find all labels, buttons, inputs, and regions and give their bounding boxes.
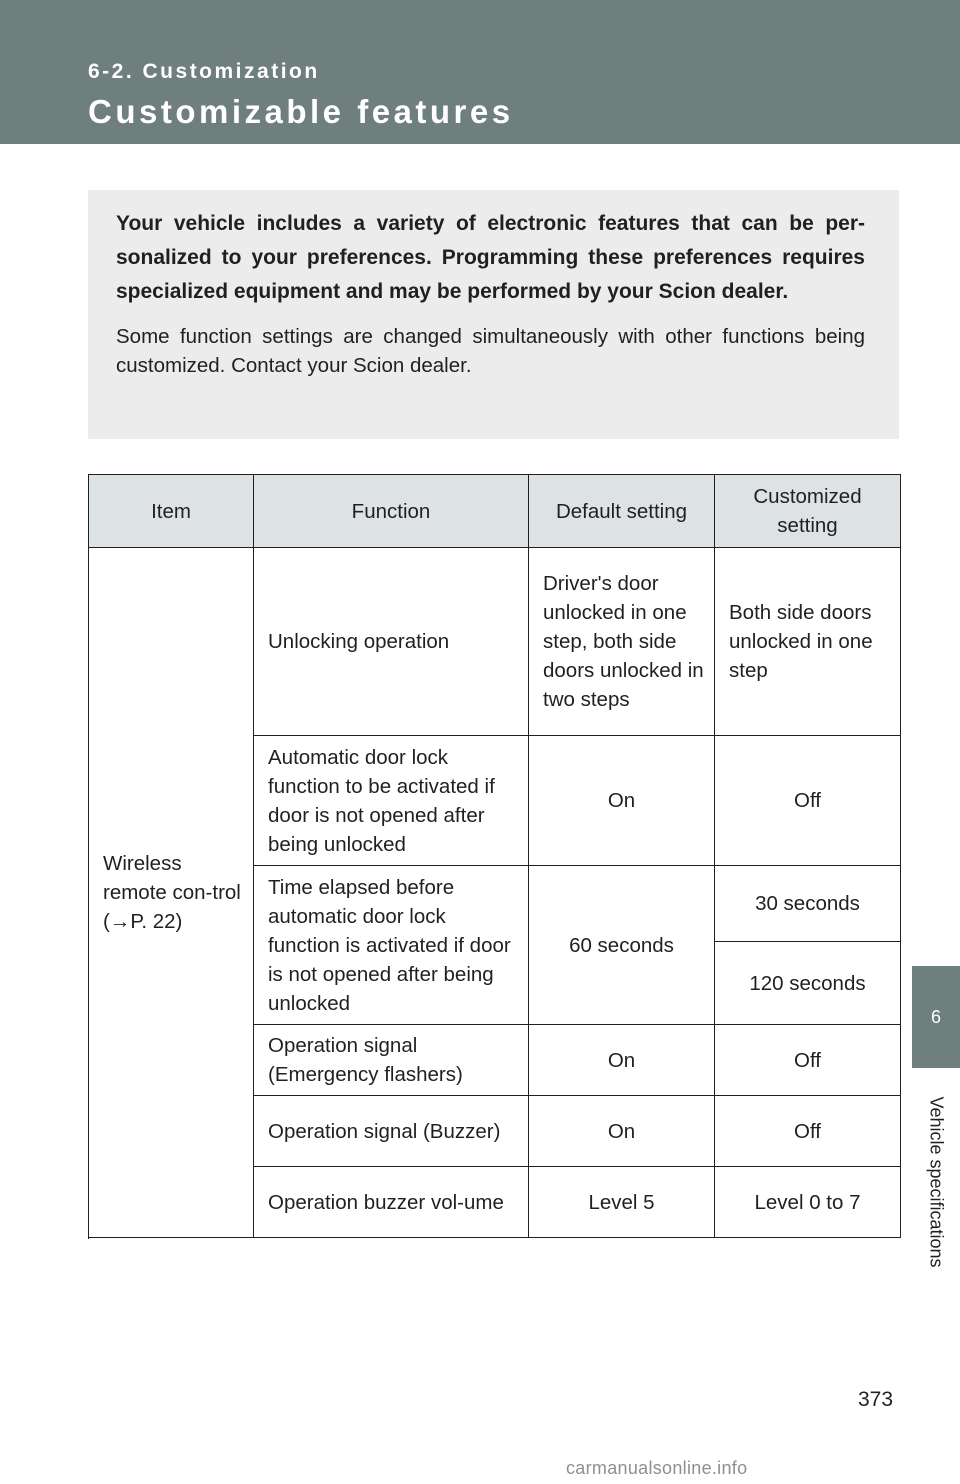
function-cell: Operation buzzer vol-ume	[254, 1167, 529, 1238]
default-cell: Driver's door unlocked in one step, both side doors unlocked in two steps	[529, 548, 715, 736]
function-cell: Automatic door lock function to be activated if door is not opened after being unlocked	[254, 736, 529, 866]
intro-normal-text: Some function settings are changed simultaneously with other functions being customized. Contact your Scion dealer.	[116, 325, 865, 377]
watermark: carmanualsonline.info	[566, 1458, 748, 1478]
page-number: 373	[858, 1388, 894, 1411]
chapter-label: Vehicle specifications	[926, 1096, 947, 1268]
table-header-row	[89, 475, 901, 548]
customized-cell: Off	[715, 1025, 901, 1096]
customization-table	[88, 474, 901, 1238]
item-page-reference: (→P. 22)	[103, 910, 183, 933]
item-cell	[89, 548, 254, 1238]
page-title: Customizable features	[88, 93, 514, 130]
page-header	[0, 0, 960, 144]
header-customized-setting: Customized setting	[715, 475, 901, 548]
header-default-setting: Default setting	[529, 475, 715, 548]
customized-cell: Level 0 to 7	[715, 1167, 901, 1238]
customized-cell: Off	[715, 736, 901, 866]
section-label: 6-2. Customization	[88, 60, 320, 83]
customized-cell: 120 seconds	[715, 942, 901, 1025]
chapter-tab	[912, 966, 960, 1068]
default-cell: On	[529, 1025, 715, 1096]
default-cell: 60 seconds	[529, 866, 715, 1025]
function-cell: Operation signal (Buzzer)	[254, 1096, 529, 1167]
customized-cell: Off	[715, 1096, 901, 1167]
default-cell: Level 5	[529, 1167, 715, 1238]
intro-box	[88, 190, 899, 439]
customized-cell: 30 seconds	[715, 866, 901, 942]
header-item: Item	[89, 475, 254, 548]
function-cell: Time elapsed before automatic door lock function is activated if door is not opened after being unlocked	[254, 866, 529, 1025]
function-cell: Unlocking operation	[254, 548, 529, 736]
table-row	[89, 548, 901, 736]
function-cell: Operation signal (Emergency flashers)	[254, 1025, 529, 1096]
header-function: Function	[254, 475, 529, 548]
intro-bold-text: Your vehicle includes a variety of electronic features that can be per-sonalized to your preferences. Programming these preferences requires specialized equipment and may be performed by your Scion dealer.	[116, 212, 865, 303]
chapter-number: 6	[930, 1006, 941, 1027]
customized-cell: Both side doors unlocked in one step	[715, 548, 901, 736]
default-cell: On	[529, 1096, 715, 1167]
default-cell: On	[529, 736, 715, 866]
item-label: Wireless remote con-trol	[103, 852, 241, 904]
